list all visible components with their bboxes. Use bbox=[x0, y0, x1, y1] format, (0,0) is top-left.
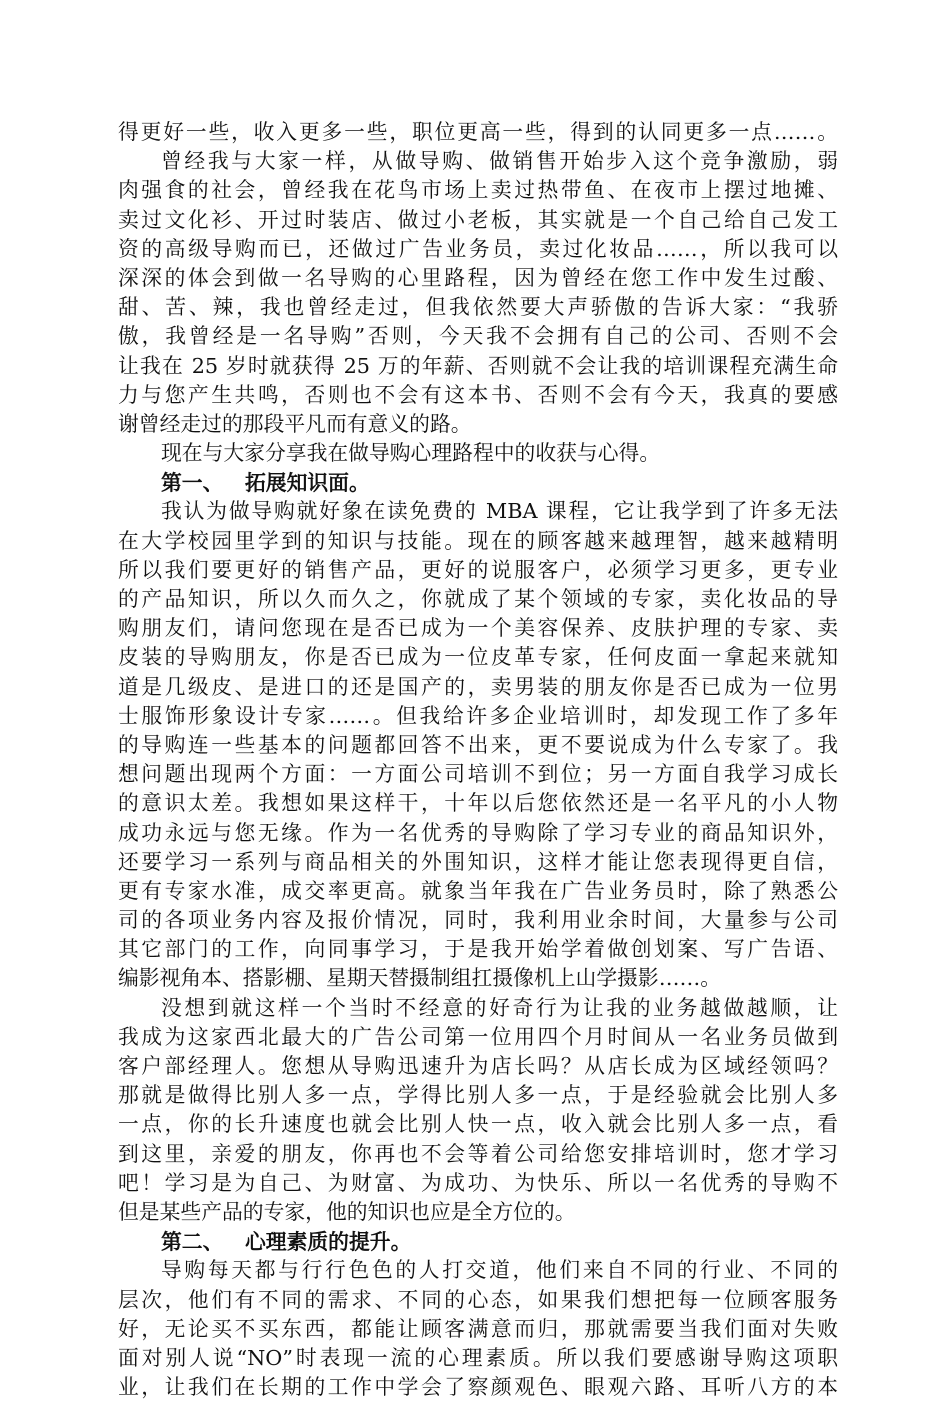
paragraph-start: 导购每天都与行行色色的人打交道，他们来自不同的行业、不同的 bbox=[161, 1258, 838, 1283]
text-line: 深深的体会到做一名导购的心里路程，因为曾经在您工作中发生过酸、 bbox=[118, 265, 838, 290]
section-title: 拓展知识面。 bbox=[245, 470, 370, 496]
text-line: 购朋友们，请问您现在是否已成为一个美容保养、皮肤护理的专家、卖 bbox=[118, 616, 838, 641]
text-line: 到这里，亲爱的朋友，你再也不会等着公司给您安排培训时，您才学习 bbox=[118, 1141, 838, 1166]
text-line: 吧！学习是为自己、为财富、为成功、为快乐、所以一名优秀的导购不 bbox=[118, 1170, 838, 1195]
paragraph-start: 没想到就这样一个当时不经意的好奇行为让我的业务越做越顺，让 bbox=[161, 995, 838, 1020]
text-line: 其它部门的工作，向同事学习，于是我开始学着做创划案、写广告语、 bbox=[118, 937, 838, 962]
paragraph-start: 我认为做导购就好象在读免费的 MBA 课程，它让我学到了许多无法 bbox=[161, 499, 838, 524]
section-heading-1 bbox=[118, 468, 838, 497]
body-text bbox=[118, 118, 838, 1402]
text-line: 那就是做得比别人多一点，学得比别人多一点，于是经验就会比别人多 bbox=[118, 1083, 838, 1108]
text-line: 让我在 25 岁时就获得 25 万的年薪、否则就不会让我的培训课程充满生命 bbox=[118, 353, 838, 378]
text-line: 更有专家水准，成交率更高。就象当年我在广告业务员时，除了熟悉公 bbox=[118, 878, 838, 903]
section-title: 心理素质的提升。 bbox=[245, 1229, 412, 1255]
text-line: 我成为这家西北最大的广告公司第一位用四个月时间从一名业务员做到 bbox=[118, 1024, 838, 1049]
text-line: 的产品知识，所以久而久之，你就成了某个领域的专家，卖化妆品的导 bbox=[118, 587, 838, 611]
paragraph-end: 谢曾经走过的那段平凡而有意义的路。 bbox=[118, 411, 472, 436]
section-number: 第一、 bbox=[161, 470, 224, 496]
text-line: 资的高级导购而已，还做过广告业务员，卖过化妆品……，所以我可以 bbox=[118, 236, 838, 261]
text-line: 想问题出现两个方面：一方面公司培训不到位；另一方面自我学习成长 bbox=[118, 762, 838, 787]
text-line: 客户部经理人。您想从导购迅速升为店长吗？从店长成为区域经领吗？ bbox=[118, 1054, 838, 1078]
text-line: 士服饰形象设计专家……。但我给许多企业培训时，却发现工作了多年 bbox=[118, 703, 838, 728]
text-line: 道是几级皮、是进口的还是国产的，卖男装的朋友你是否已成为一位男 bbox=[118, 674, 838, 699]
text-line: 层次，他们有不同的需求、不同的心态，如果我们想把每一位顾客服务 bbox=[118, 1287, 838, 1312]
paragraph-end: 编影视角本、搭影棚、星期天替摄制组扛摄像机上山学摄影……。 bbox=[118, 966, 722, 991]
text-line: 面对别人说“NO”时表现一流的心理素质。所以我们要感谢导购这项职 bbox=[118, 1345, 838, 1370]
paragraph-start: 曾经我与大家一样，从做导购、做销售开始步入这个竞争激励，弱 bbox=[161, 149, 838, 174]
section-heading-2 bbox=[118, 1227, 838, 1256]
text-line: 的意识太差。我想如果这样干，十年以后您依然还是一名平凡的小人物 bbox=[118, 791, 838, 816]
text-line: 成功永远与您无缘。作为一名优秀的导购除了学习专业的商品知识外， bbox=[118, 820, 838, 845]
paragraph-end: 但是某些产品的专家，他的知识也应是全方位的。 bbox=[118, 1199, 576, 1224]
text-line: 皮装的导购朋友，你是否已成为一位皮革专家，任何皮面一拿起来就知 bbox=[118, 645, 838, 670]
text-line: 得更好一些，收入更多一些，职位更高一些，得到的认同更多一点……。 bbox=[118, 120, 838, 144]
text-line: 肉强食的社会，曾经我在花鸟市场上卖过热带鱼、在夜市上摆过地摊、 bbox=[118, 178, 838, 203]
text-line: 业，让我们在长期的工作中学会了察颜观色、眼观六路、耳听八方的本 bbox=[118, 1375, 838, 1400]
text-line: 还要学习一系列与商品相关的外围知识，这样才能让您表现得更自信， bbox=[118, 849, 838, 874]
text-line: 力与您产生共鸣，否则也不会有这本书、否则不会有今天，我真的要感 bbox=[118, 382, 838, 407]
text-line: 司的各项业务内容及报价情况，同时，我利用业余时间，大量参与公司 bbox=[118, 908, 838, 933]
paragraph-start: 现在与大家分享我在做导购心理路程中的收获与心得。 bbox=[161, 441, 661, 466]
text-line: 在大学校园里学到的知识与技能。现在的顾客越来越理智，越来越精明 bbox=[118, 528, 838, 553]
text-line: 所以我们要更好的销售产品，更好的说服客户，必须学习更多，更专业 bbox=[118, 557, 838, 582]
text-line: 的导购连一些基本的问题都回答不出来，更不要说成为什么专家了。我 bbox=[118, 732, 838, 757]
section-number: 第二、 bbox=[161, 1229, 224, 1255]
text-line: 甜、苦、辣，我也曾经走过，但我依然要大声骄傲的告诉大家：“我骄 bbox=[118, 295, 838, 320]
text-line: 一点，你的长升速度也就会比别人快一点，收入就会比别人多一点，看 bbox=[118, 1112, 838, 1137]
text-line: 卖过文化衫、开过时装店、做过小老板，其实就是一个自己给自己发工 bbox=[118, 207, 838, 232]
text-line: 好，无论买不买东西，都能让顾客满意而归，那就需要当我们面对失败 bbox=[118, 1316, 838, 1341]
text-line: 傲，我曾经是一名导购”否则，今天我不会拥有自己的公司、否则不会 bbox=[118, 324, 838, 349]
